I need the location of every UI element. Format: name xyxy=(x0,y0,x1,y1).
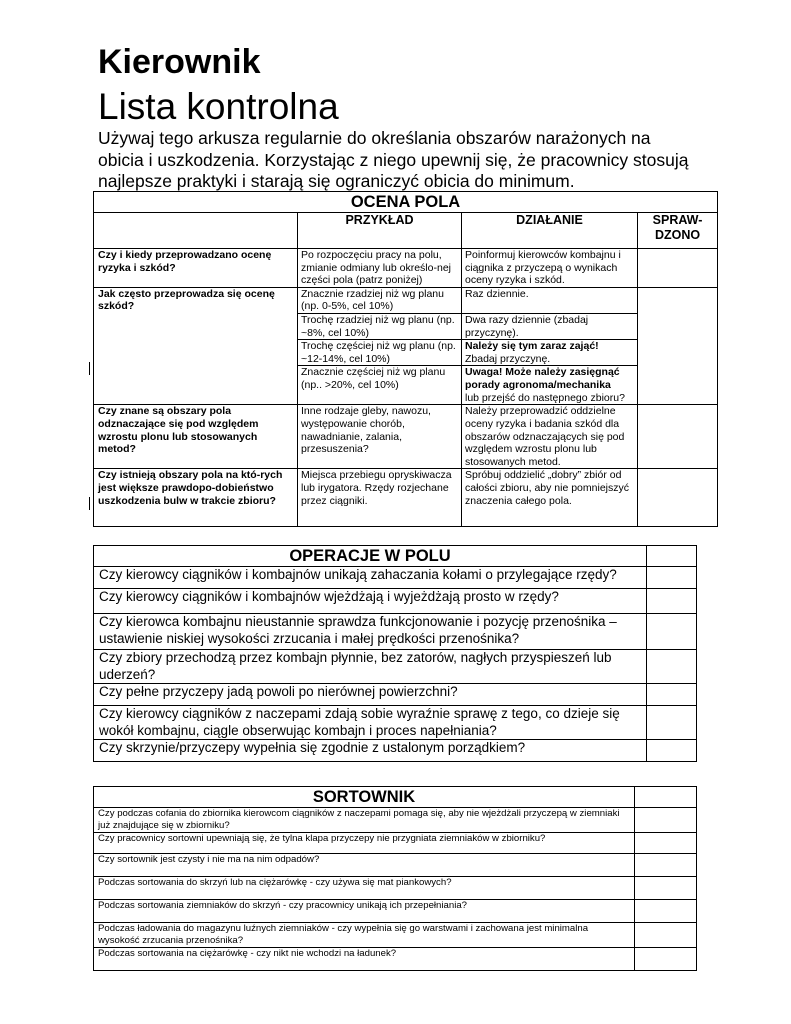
column-header-action: DZIAŁANIE xyxy=(462,213,638,249)
checkbox-cell[interactable] xyxy=(635,854,697,877)
checkbox-cell[interactable] xyxy=(647,706,697,740)
checkbox-cell[interactable] xyxy=(635,833,697,854)
field-operations-table xyxy=(93,545,697,762)
operations-question: Czy kierowcy ciągników i kombajnów wjeżdżają i wyjeżdżają prosto w rzędy? xyxy=(94,589,647,614)
checkbox-cell[interactable] xyxy=(647,614,697,650)
checkbox-cell[interactable] xyxy=(647,684,697,706)
checkbox-cell[interactable] xyxy=(635,877,697,900)
assessment-example: Znacznie rzadziej niż wg planu (np. 0-5%, cel 10%) xyxy=(298,287,462,313)
assessment-example: Po rozpoczęciu pracy na polu, zmianie odmiany lub określo-nej części pola (patrz poniżej) xyxy=(298,249,462,288)
field-assessment-table xyxy=(93,191,718,527)
assessment-question: Czy i kiedy przeprowadzano ocenę ryzyka i szkód? xyxy=(94,249,298,288)
assessment-checkbox-cell[interactable] xyxy=(638,405,718,469)
header-blank-cell xyxy=(94,213,298,249)
assessment-checkbox-cell[interactable] xyxy=(638,249,718,288)
assessment-checkbox-cell[interactable] xyxy=(638,287,718,405)
assessment-action xyxy=(462,340,638,366)
checkbox-cell[interactable] xyxy=(647,650,697,684)
page-title: Kierownik xyxy=(98,43,261,81)
action-emphasis: Należy się tym zaraz zająć! xyxy=(465,340,599,353)
assessment-action xyxy=(462,366,638,405)
assessment-example: Miejsca przebiegu opryskiwacza lub irygatora. Rzędy rozjechane przez ciągniki. xyxy=(298,469,462,527)
operations-question: Czy kierowca kombajnu nieustannie sprawdza funkcjonowanie i pozycję przenośnika – ustawienie niskiej wysokości zrzucania i małej prędkości przenośnika? xyxy=(94,614,647,650)
sorter-question: Podczas sortowania ziemniaków do skrzyń - czy pracownicy unikają ich przepełniania? xyxy=(94,900,635,923)
field-operations-title: OPERACJE W POLU xyxy=(94,546,647,567)
assessment-action: Poinformuj kierowców kombajnu i ciągnika z przyczepą o wynikach oceny ryzyka i szkód. xyxy=(462,249,638,288)
operations-question: Czy skrzynie/przyczepy wypełnia się zgodnie z ustalonym porządkiem? xyxy=(94,740,647,762)
assessment-question: Jak często przeprowadza się ocenę szkód? xyxy=(94,287,298,405)
action-text: Raz dziennie. xyxy=(465,287,529,300)
checkbox-cell[interactable] xyxy=(647,589,697,614)
sorter-question: Podczas sortowania do skrzyń lub na ciężarówkę - czy używa się mat piankowych? xyxy=(94,877,635,900)
assessment-question: Czy znane są obszary pola odznaczające się pod względem wzrostu plonu lub stosowanych metod? xyxy=(94,405,298,469)
margin-mark xyxy=(89,362,90,375)
action-emphasis: Uwaga! Może należy zasięgnąć porady agronoma/mechanika xyxy=(465,366,620,391)
margin-mark xyxy=(89,497,90,510)
checkbox-cell[interactable] xyxy=(635,948,697,971)
operations-question: Czy kierowcy ciągników z naczepami zdają sobie wyraźnie sprawę z tego, co dzieje się wokół kombajnu, ciągle obserwując kombajn i proces napełniania? xyxy=(94,706,647,740)
assessment-example: Inne rodzaje gleby, nawozu, występowanie chorób, nawadnianie, zalania, przesuszenia? xyxy=(298,405,462,469)
checkbox-cell[interactable] xyxy=(647,567,697,589)
checkbox-cell[interactable] xyxy=(647,740,697,762)
action-text: Dwa razy dziennie (zbadaj przyczynę). xyxy=(465,313,589,339)
checkbox-cell[interactable] xyxy=(647,546,697,567)
column-header-checked: SPRAW-DZONO xyxy=(638,213,718,249)
field-assessment-title: OCENA POLA xyxy=(94,192,718,213)
assessment-example: Trochę rzadziej niż wg planu (np. ~8%, cel 10%) xyxy=(298,313,462,339)
sorter-title: SORTOWNIK xyxy=(94,787,635,808)
checkbox-cell[interactable] xyxy=(635,923,697,948)
action-text: Zbadaj przyczynę. xyxy=(465,352,551,365)
sorter-question: Podczas ładowania do magazynu luźnych ziemniaków - czy wypełnia się go warstwami i zachowana jest minimalna wysokość zrzucania przenośnika? xyxy=(94,923,635,948)
column-header-example: PRZYKŁAD xyxy=(298,213,462,249)
checkbox-cell[interactable] xyxy=(635,787,697,808)
intro-text: Używaj tego arkusza regularnie do określania obszarów narażonych na obicia i uszkodzenia. Korzystając z niego upewnij się, że pracownicy stosują najlepsze praktyki i starają się ograniczyć obicia do minimum. xyxy=(98,128,689,191)
assessment-action xyxy=(462,287,638,313)
sorter-question: Czy podczas cofania do zbiornika kierowcom ciągników z naczepami pomaga się, aby nie wjeżdżali przyczepą w ziemniaki już znajdujące się w zbiorniku? xyxy=(94,808,635,833)
assessment-example: Trochę częściej niż wg planu (np. ~12-14%, cel 10%) xyxy=(298,340,462,366)
operations-question: Czy pełne przyczepy jadą powoli po nierównej powierzchni? xyxy=(94,684,647,706)
page-subtitle: Lista kontrolna xyxy=(98,86,339,127)
assessment-action: Należy przeprowadzić oddzielne oceny ryzyka i badania szkód dla obszarów odznaczających się pod względem wzrostu plonu lub stosowanych metod. xyxy=(462,405,638,469)
operations-question: Czy kierowcy ciągników i kombajnów unikają zahaczania kołami o przylegające rzędy? xyxy=(94,567,647,589)
sorter-question: Czy pracownicy sortowni upewniają się, że tylna klapa przyczepy nie przygniata ziemniaków w zbiorniku? xyxy=(94,833,635,854)
checkbox-cell[interactable] xyxy=(635,900,697,923)
assessment-example: Znacznie częściej niż wg planu (np.. >20%, cel 10%) xyxy=(298,366,462,405)
assessment-action xyxy=(462,313,638,339)
sorter-question: Czy sortownik jest czysty i nie ma na nim odpadów? xyxy=(94,854,635,877)
sorter-question: Podczas sortowania na ciężarówkę - czy nikt nie wchodzi na ładunek? xyxy=(94,948,635,971)
sorter-table xyxy=(93,786,697,971)
assessment-action: Spróbuj oddzielić „dobry” zbiór od całości zbioru, aby nie pomniejszyć znaczenia całego pola. xyxy=(462,469,638,527)
assessment-checkbox-cell[interactable] xyxy=(638,469,718,527)
checkbox-cell[interactable] xyxy=(635,808,697,833)
action-text: lub przejść do następnego zbioru? xyxy=(465,391,625,404)
assessment-question: Czy istnieją obszary pola na któ-rych jest większe prawdopo-dobieństwo uszkodzenia bulw w trakcie zbioru? xyxy=(94,469,298,527)
operations-question: Czy zbiory przechodzą przez kombajn płynnie, bez zatorów, nagłych przyspieszeń lub uderzeń? xyxy=(94,650,647,684)
